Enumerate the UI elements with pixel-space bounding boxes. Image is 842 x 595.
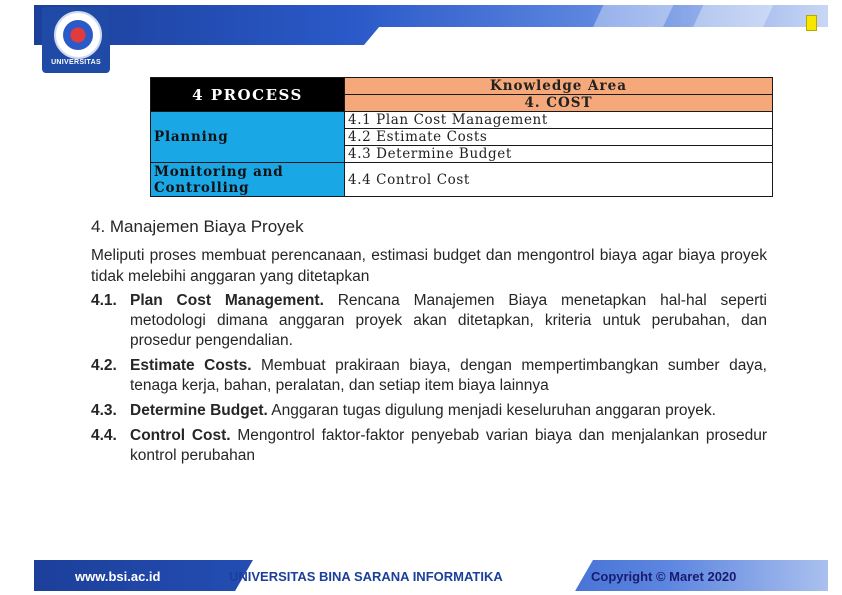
item-text: Rencana Manajemen Biaya menetapkan hal-hal seperti metodologi dimana anggaran proyek akan ditetapkan, kriteria untuk perubahan, dan prosedur pengendalian. xyxy=(130,292,767,349)
knowledge-area-table xyxy=(150,77,773,197)
intro-paragraph: Meliputi proses membuat perencanaan, estimasi budget dan mengontrol biaya agar biaya proyek tidak melebihi anggaran yang ditetapkan xyxy=(91,247,767,285)
item-text: Membuat prakiraan biaya, dengan mempertimbangkan sumber daya, tenaga kerja, bahan, peralatan, dan setiap item biaya lainnya xyxy=(130,357,767,394)
process-cell: 4.3 Determine Budget xyxy=(345,146,773,163)
list-item xyxy=(91,356,767,396)
process-cell: 4.2 Estimate Costs xyxy=(345,129,773,146)
footer-university: UNIVERSITAS BINA SARANA INFORMATIKA xyxy=(229,569,503,584)
item-term: Control Cost. xyxy=(130,427,231,444)
list-item xyxy=(91,426,767,466)
knowledge-area-header: Knowledge Area xyxy=(345,78,773,95)
phase-planning: Planning xyxy=(151,112,345,163)
item-text: Anggaran tugas digulung menjadi keseluruhan anggaran proyek. xyxy=(267,402,716,419)
process-cell: 4.1 Plan Cost Management xyxy=(345,112,773,129)
logo-seal-icon xyxy=(63,20,93,50)
item-term: Estimate Costs. xyxy=(130,357,252,374)
item-number: 4.3. xyxy=(91,402,117,419)
section-heading: 4. Manajemen Biaya Proyek xyxy=(91,217,304,236)
footer-url: www.bsi.ac.id xyxy=(75,569,161,584)
logo-emblem-icon xyxy=(54,11,102,59)
university-logo xyxy=(42,7,110,73)
item-number: 4.4. xyxy=(91,427,117,444)
item-term: Determine Budget. xyxy=(130,402,268,419)
item-number: 4.2. xyxy=(91,357,117,374)
logo-caption: UNIVERSITAS xyxy=(51,59,101,66)
header-band xyxy=(34,5,828,45)
phase-monitoring: Monitoring and Controlling xyxy=(151,163,345,197)
item-number: 4.1. xyxy=(91,292,117,309)
header-cut xyxy=(364,27,842,45)
slide-marker-icon xyxy=(806,15,817,31)
main-content xyxy=(91,217,767,471)
process-cell: 4.4 Control Cost xyxy=(345,163,773,197)
item-text: Mengontrol faktor-faktor penyebab varian biaya dan menjalankan prosedur kontrol perubahan xyxy=(130,427,768,464)
item-term: Plan Cost Management. xyxy=(130,292,324,309)
knowledge-area-name: 4. COST xyxy=(345,95,773,112)
list-item xyxy=(91,401,767,421)
list-item xyxy=(91,291,767,351)
process-header: 4 PROCESS xyxy=(151,78,345,112)
footer-copyright: Copyright © Maret 2020 xyxy=(591,569,737,584)
